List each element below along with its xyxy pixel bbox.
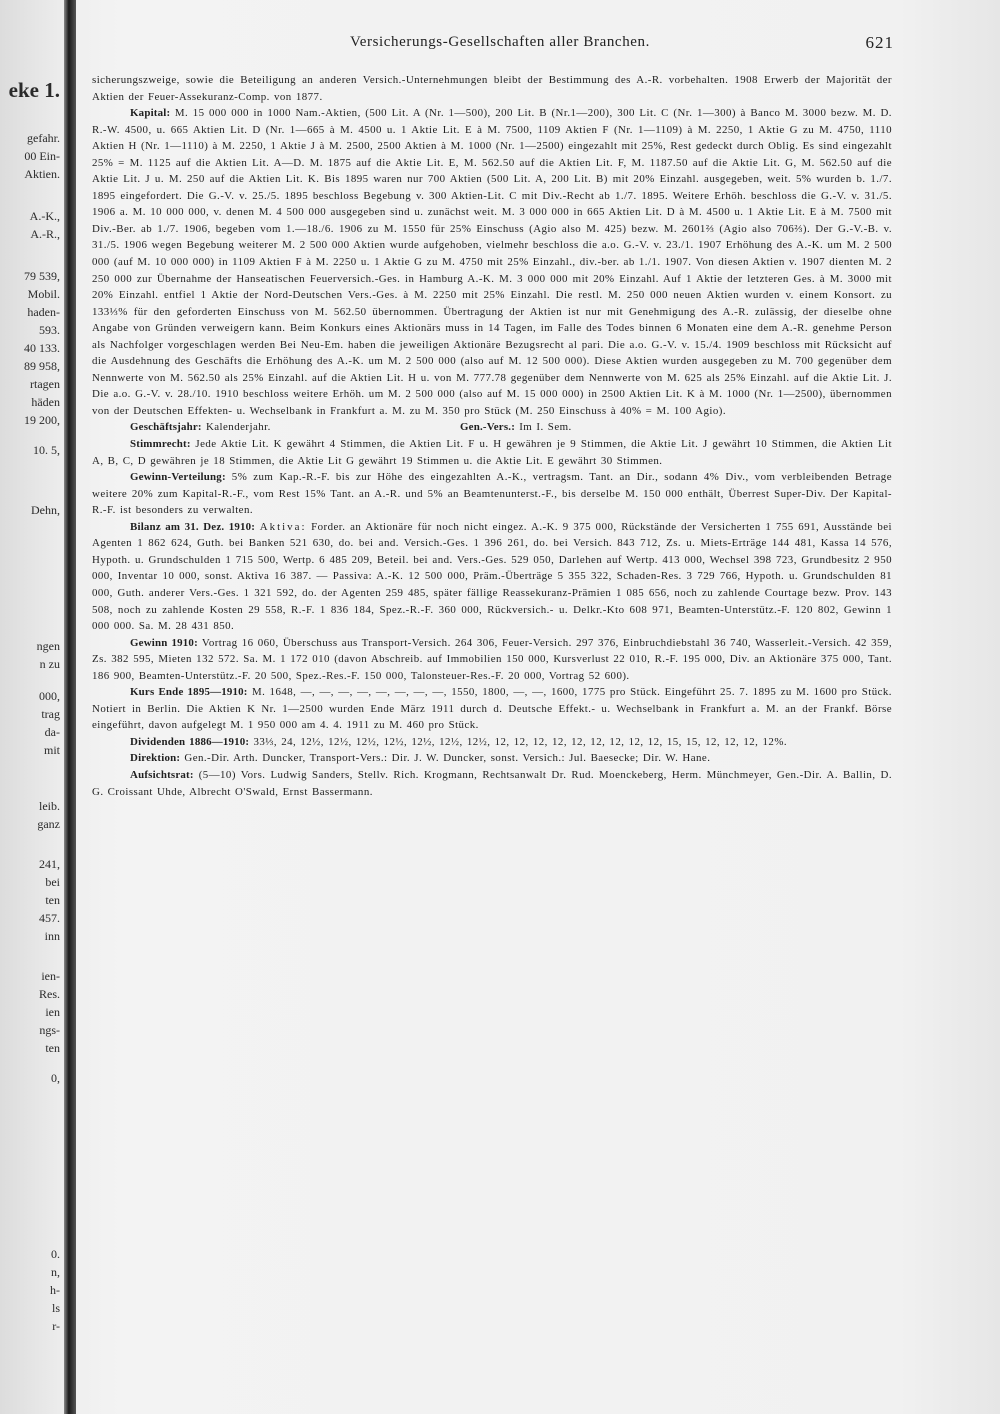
left-fragment: rtagen: [30, 377, 60, 391]
left-fragment: da-: [44, 725, 60, 739]
aufsichtsrat-section: [92, 767, 892, 800]
bilanz-text: Forder. an Aktionäre für noch nicht eingez. A.-K. 9 375 000, Rückstände der Versicherten 1 755 691, Ausstände bei Agenten 1 862 624, Guth. bei Banken 521 630, do. bei and. Versich.-Ges. 1 396 261, do. bei Versich. 843 712, Zs. u. Miets-Erträge 144 481, Kassa 14 576, Hypoth. u. Grundschulden 1 715 500, Wertp. 6 485 209, Beteil. bei and. Vers.-Ges. 529 050, Darlehen auf Wertp. 413 000, Wechsel 398 723, Grundbesitz 2 950 000, Inventar 10 000, sonst. Aktiva 16 387. — Passiva: A.-K. 12 500 000, Präm.-Überträge 5 355 322, Schaden-Res. 3 729 766, Hypoth. u. Grundschulden 81 000, Guth. anderer Vers.-Ges. 1 321 592, do. der Agenten 259 485, später fällige Reassekuranz-Prämien 1 085 656, noch zu zahlende Courtage bezw. Prov. 143 508, noch zu zahlende Kosten 29 558, R.-F. 1 836 184, Spez.-R.-F. 360 000, Rückversich.- u. Delkr.-Kto 608 971, Beamten-Unterstütz.-F. 120 802, Gewinn 1 000 000. Sa. M. 28 431 850.: [92, 520, 892, 633]
left-fragment: ngen: [36, 639, 60, 653]
kapital-text: M. 15 000 000 in 1000 Nam.-Aktien, (500 Lit. A (Nr. 1—500), 200 Lit. B (Nr.1—200), 300 Lit. C (Nr. 1—300) à Banco M. 3000 bezw. M. D. R.-W. 4500, u. 665 Aktien Lit. D (Nr. 1—665 à M. 4500 u. 1 Aktie Lit. E à M. 7500, 1109 Aktien F (Nr. 1—1109) à M. 2250, 1 Aktie G zu M. 4750, 1110 Aktien H (Nr. 1—1110) à M. 2250, 1 Aktie J à M. 2500, 2500 Aktien à M. 1000 (Nr. 1—2500) eingezahlt mit 25%, Rest gedeckt durch Oblig. Es sind eingezahlt 25% = M. 1125 auf die Aktien Lit. A—D. M. 1875 auf die Aktie Lit. E, M. 562.50 auf die Aktien Lit. F, M. 1187.50 auf die Aktie Lit. G, M. 562.50 auf die Aktie Lit. J u. M. 250 auf die Aktien Lit. K. Bis 1895 waren nur 700 Aktien (500 Lit. A, 200 Lit. B) mit 20% Einzahl. ausgegeben, weit. 5% wurden b. 1./7. 1895 eingefordert. Die G.-V. v. 25./5. 1895 beschloss Begebung v. 300 Aktien-Lit. C mit Div.-Recht ab 1./7. 1895. Weitere Erhöh. beschloss die G.-V. v. 31./5. 1906 a. M. 10 000 000, v. denen M. 4 500 000 ausgegeben sind u. zunächst weit. M. 3 000 000 in 665 Aktien Lit. D à M. 4500 u. 1 Aktie Lit. E à M. 7500 mit Div.-Ber. ab 1./7. 1906, begeben vom 1.—18./6. 1906 zu M. 1550 für 25% Einschuss (Agio also M. 425) bezw. M. 2601⅔ (Agio also 706⅔). Der G.-V.-B. v. 31./5. 1906 wegen Begebung weiterer M. 2 500 000 Aktien wurde aufgehoben, vielmehr beschloss die a.o. G.-V. v. 23./1. 1907 Erhöhung des A.-K. um M. 2 500 000 (auf M. 10 000 000) in 1109 Aktien F à M. 2250 u. 1 Aktie G zu M. 4750 mit 25% Einzahl., div.-ber. ab 1./1. 1907. Von diesen Aktien v. 1907 dienten M. 2 250 000 zur Übernahme der Hanseatischen Feuerversich.-Ges. in Hamburg A.-K. M. 3 000 000 mit 20% Einzahl. Auf 1 Aktie der letzteren Ges. à M. 3000 mit 20% Einzahl. entfiel 1 Aktie der Nord-Deutschen Vers.-Ges. à M. 2250 mit 25% Einzahl. Die restl. M. 250 000 neuen Aktien wurden v. einem Konsort. zu 133⅓% für den geforderten Einschuss von M. 562.50 übernommen. Übertragung der Aktien ist nur mit Genehmigung des A.-R. zulässig, der dieselbe ohne Angabe von Gründen verweigern kann. Beim Konkurs eines Aktionärs muss in 14 Tagen, im Falle des Todes binnen 6 Monaten eine dem A.-R. genehme Person als Nachfolger vorgeschlagen werden Bei Neu-Em. haben die jeweiligen Aktionäre Bezugsrecht al pari. Die a.o. G.-V. v. 15./4. 1909 beschloss mit Rücksicht auf die Ausdehnung des Geschäfts die Erhöhung des A.-K. um M. 2 500 000 (also auf M. 12 500 000). Diese Aktien wurden ausgegeben zu M. 700 gegenüber dem Nennwerte von M. 562.50 als 25% Einzahl. auf die Aktien Lit. H u. von M. 777.78 gegenüber dem Nennwerte von M. 625 als 25% Einzahl. auf die Aktie Lit. J. Die a.o. G.-V. v. 28./10. 1910 beschloss weitere Erhöh. um M. 2 500 000 (also auf M. 15 000 000) in 2500 Aktien Lit. K à M. 1000 (Nr. 1—2500), übernommen von der Deutschen Effekten- u. Wechselbank in Frankfurt a. M. zu M. 350 pro Stück (M. 250 Einschuss à 40% = M. 100 Agio).: [92, 107, 892, 417]
left-fragment: 89 958,: [24, 359, 60, 373]
main-text-column: [92, 72, 892, 1362]
left-fragment: ien: [45, 1005, 60, 1019]
geschaeftsjahr-label: Geschäftsjahr:: [130, 421, 202, 434]
left-page-fragments: [0, 82, 62, 1382]
left-fragment: 00 Ein-: [24, 149, 60, 163]
aufsichtsrat-label: Aufsichtsrat:: [130, 768, 194, 781]
stimmrecht-section: [92, 436, 892, 469]
left-fragment: ten: [45, 1041, 60, 1055]
gewinn-label: Gewinn 1910:: [130, 636, 198, 649]
gewinn-section: [92, 635, 892, 685]
genvers-section: [422, 419, 752, 436]
page-number: 621: [865, 33, 894, 52]
left-fragment: 0,: [51, 1071, 60, 1085]
left-fragment: Res.: [39, 987, 60, 1001]
geschaeftsjahr-row: [92, 419, 892, 436]
dividenden-label: Dividenden 1886—1910:: [130, 735, 250, 748]
left-fragment: 241,: [39, 857, 60, 871]
book-binding-gutter: [64, 0, 76, 1414]
left-fragment: häden: [31, 395, 60, 409]
geschaeftsjahr-text: Kalenderjahr.: [205, 421, 271, 434]
left-fragment: gefahr.: [27, 131, 60, 145]
left-fragment: 593.: [39, 323, 60, 337]
left-fragment: ganz: [37, 817, 60, 831]
left-fragment: ien-: [41, 969, 60, 983]
left-fragment: 79 539,: [24, 269, 60, 283]
left-fragment: A.-K.,: [29, 209, 60, 223]
left-fragment: bei: [45, 875, 60, 889]
left-fragment: 19 200,: [24, 413, 60, 427]
left-fragment: mit: [43, 743, 60, 757]
kurs-text: M. 1648, —, —, —, —, —, —, —, —, 1550, 1800, —, —, 1600, 1775 pro Stück. Eingeführt 25. 7. 1895 zu M. 1600 pro Stück. Notiert in Berlin. Die Aktien K Nr. 1—2500 wurden Ende März 1911 durch d. Deutsche Effekt.- u. Wechselbank in Frankfurt a. M. an der Frankf. Börse eingeführt, davon aufgelegt M. 1 950 000 am 4. 4. 1911 zu M. 460 pro Stück.: [92, 686, 892, 732]
left-fragment: eke 1.: [8, 82, 60, 102]
left-fragment: 40 133.: [24, 341, 60, 355]
left-fragment: inn: [44, 929, 60, 943]
left-fragment: n zu: [39, 657, 60, 671]
bilanz-label: Bilanz am 31. Dez. 1910:: [130, 520, 256, 533]
kapital-label: Kapital:: [130, 107, 171, 120]
left-fragment: 10. 5,: [33, 443, 60, 457]
dividenden-section: [92, 734, 892, 751]
gewinn-text: Vortrag 16 060, Überschuss aus Transport-Versich. 264 306, Feuer-Versich. 297 376, Einbruchdiebstahl 36 740, Wasserleit.-Versich. 42 359, Zs. 382 595, Mieten 132 572. Sa. M. 1 172 010 (davon Abschreib. auf Immobilien 150 000, Kursverlust 22 010, R.-F. 195 000, Div. an Aktionäre 375 000, Tant. 186 900, Beamten-Unterstütz.-F. 20 500, Spez.-Res.-F. 150 000, Talonsteuer-Res.-F. 20 000, Vortrag 52 600).: [92, 636, 892, 682]
genvers-label: Gen.-Vers.:: [460, 421, 516, 434]
left-fragment: Dehn,: [31, 503, 60, 517]
left-fragment: n,: [51, 1265, 60, 1279]
left-fragment: haden-: [27, 305, 60, 319]
gewinnverteilung-label: Gewinn-Verteilung:: [130, 471, 226, 484]
left-fragment: trag: [41, 707, 60, 721]
left-fragment: ten: [45, 893, 60, 907]
bilanz-aktiva-label: Aktiva:: [259, 520, 307, 533]
direktion-section: [92, 750, 892, 767]
bilanz-section: [92, 519, 892, 635]
left-fragment: leib.: [39, 799, 60, 813]
left-fragment: ngs-: [39, 1023, 60, 1037]
kurs-label: Kurs Ende 1895—1910:: [130, 686, 248, 699]
left-fragment: 000,: [39, 689, 60, 703]
gewinnverteilung-text: 5% zum Kap.-R.-F. bis zur Höhe des eingezahlten A.-K., vertragsm. Tant. an Dir., sodann 4% Div., vom verbleibenden Betrage weitere 20% zum Kapital-R.-F., vom Rest 15% Tant. an A.-R. und 5% an Beamtenunterst.-F., bis derselbe M. 150 000 enthält, Überrest Super-Div. Der Kapital-R.-F. ist besonders zu verwalten.: [92, 471, 892, 517]
intro-paragraph: sicherungszweige, sowie die Beteiligung an anderen Versich.-Unternehmungen bleibt der Bestimmung des A.-R. vorbehalten. 1908 Erwerb der Majorität der Aktien der Feuer-Assekuranz-Comp. von 1877.: [92, 74, 892, 103]
gewinnverteilung-section: [92, 469, 892, 519]
stimmrecht-label: Stimmrecht:: [130, 438, 191, 451]
left-fragment: 457.: [39, 911, 60, 925]
left-fragment: ls: [51, 1301, 60, 1315]
left-fragment: A.-R.,: [30, 227, 60, 241]
stimmrecht-text: Jede Aktie Lit. K gewährt 4 Stimmen, die Aktien Lit. F u. H gewähren je 9 Stimmen, die Aktie Lit. J gewährt 10 Stimmen, die Aktien Lit A, B, C, D gewähren je 18 Stimmen, die Aktie Lit G gewährt 19 Stimmen u. die Aktie Lit. E gewährt 30 Stimmen.: [92, 438, 892, 467]
aufsichtsrat-text: (5—10) Vors. Ludwig Sanders, Stellv. Rich. Krogmann, Rechtsanwalt Dr. Rud. Moenckeberg, Herm. Münchmeyer, Gen.-Dir. A. Ballin, D. G. Croissant Uhde, Albrecht O'Swald, Ernst Bassermann.: [92, 768, 892, 798]
genvers-text: Im I. Sem.: [519, 421, 572, 434]
dividenden-text: 33⅓, 24, 12½, 12½, 12½, 12½, 12½, 12½, 12½, 12, 12, 12, 12, 12, 12, 12, 12, 12, 15, 15, 12, 12, 12, 12%.: [253, 735, 788, 748]
left-fragment: 0.: [51, 1247, 60, 1261]
left-fragment: Mobil.: [27, 287, 60, 301]
direktion-text: Gen.-Dir. Arth. Duncker, Transport-Vers.: Dir. J. W. Duncker, sonst. Versich.: Jul. Baesecke; Dir. W. Hane.: [184, 752, 711, 765]
kapital-section: [92, 105, 892, 419]
left-fragment: r-: [52, 1319, 60, 1333]
geschaeftsjahr-section: [92, 419, 422, 436]
direktion-label: Direktion:: [130, 752, 181, 765]
running-title: Versicherungs-Gesellschaften aller Branchen.: [349, 34, 651, 50]
left-fragment: Aktien.: [24, 167, 60, 181]
kurs-section: [92, 684, 892, 734]
left-fragment: h-: [50, 1283, 60, 1297]
